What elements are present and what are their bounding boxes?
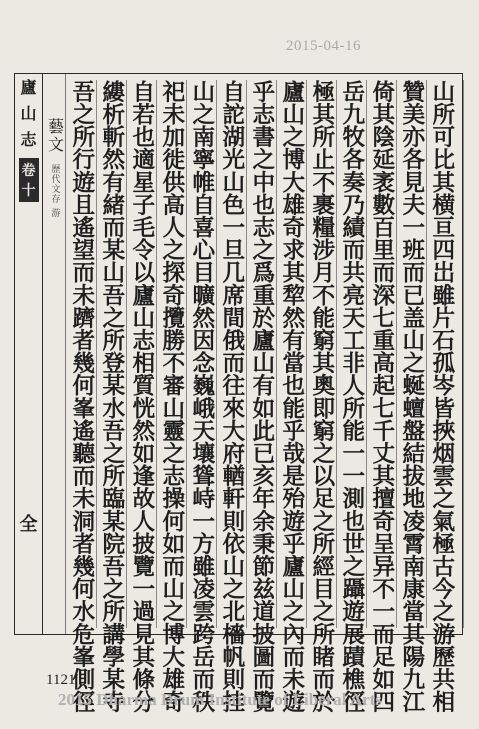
section-label-column <box>45 74 66 634</box>
column-text: 山之南寧帷自喜心目曠然因念巍峨天壤聳峙一方雖凌雲跨岳而秩 <box>188 80 215 713</box>
text-column <box>186 80 216 713</box>
column-text: 自若也適星子毛令以廬山志相質恍然如逢故人披覽一過見其條分 <box>128 80 155 713</box>
text-column <box>156 80 186 713</box>
column-text: 贊美亦各見夫一班而已盖山之蜒蟺盤結拔地凌霄南康當其陽九江 <box>398 80 425 713</box>
column-text: 縷析斬然有緒而某山吾之所登某水吾之所臨某院吾之所講學某寺 <box>98 80 125 713</box>
text-column <box>216 80 246 713</box>
text-column <box>426 80 456 713</box>
column-text: 乎志書之中也志之爲重於廬山有如此已亥年余秉節兹道披圖而覽 <box>248 80 275 713</box>
column-text: 倚其陰延袤數百里而深七重高起七千丈其擅奇呈异不一而足如四 <box>368 80 395 713</box>
margin-char: 山 <box>20 104 37 123</box>
margin-volume-block: 卷十 <box>19 158 39 202</box>
column-text: 祀未加徙供高人之探奇攬勝不審山靈之志操何如而山之博大雄奇 <box>158 80 185 713</box>
page-number: 1121 <box>46 672 76 688</box>
column-text: 極其所止不裹糧涉月不能窮其奧即窮之以足之所經目之所睹而於 <box>308 80 335 713</box>
scan-date-stamp: 2015-04-16 <box>286 38 361 54</box>
watermark-text: 2015 Dharma Drum Institute of Liberal Arts <box>58 690 382 709</box>
margin-char: 全 <box>19 514 38 535</box>
text-column <box>246 80 276 713</box>
text-column <box>336 80 366 713</box>
text-column <box>126 80 156 713</box>
column-text: 自詑湖光山色一旦几席間俄而往來大府輶軒則依山之北檣帆則挂 <box>218 80 245 713</box>
section-title: 藝文 <box>45 118 65 154</box>
text-column <box>276 80 306 713</box>
page-margin-strip <box>15 74 43 634</box>
text-column <box>306 80 336 713</box>
section-subtitle: 歷代文存 游 <box>49 164 60 218</box>
column-text: 山所可比其横亘四岀雖片石孤岑皆挾烟雲之氣極古今之游歷共相 <box>428 80 455 713</box>
text-column <box>366 80 396 713</box>
column-text: 廬山之博大雄奇求其犂然有當也能乎哉是殆遊乎廬山之內而未遊 <box>278 80 305 713</box>
column-text: 岳九牧各奏乃績而共亮天工非人所能一一測也世之躡遊展蹟樵徑 <box>338 80 365 713</box>
margin-char: 廬 <box>20 78 37 97</box>
margin-char: 志 <box>20 130 37 149</box>
text-column <box>96 80 126 713</box>
text-column <box>396 80 426 713</box>
text-column <box>67 80 96 713</box>
column-text: 吾之所行遊且遙望而未躋者幾何峯遙聽而未洞者幾何水危峯側徑 <box>68 80 95 713</box>
